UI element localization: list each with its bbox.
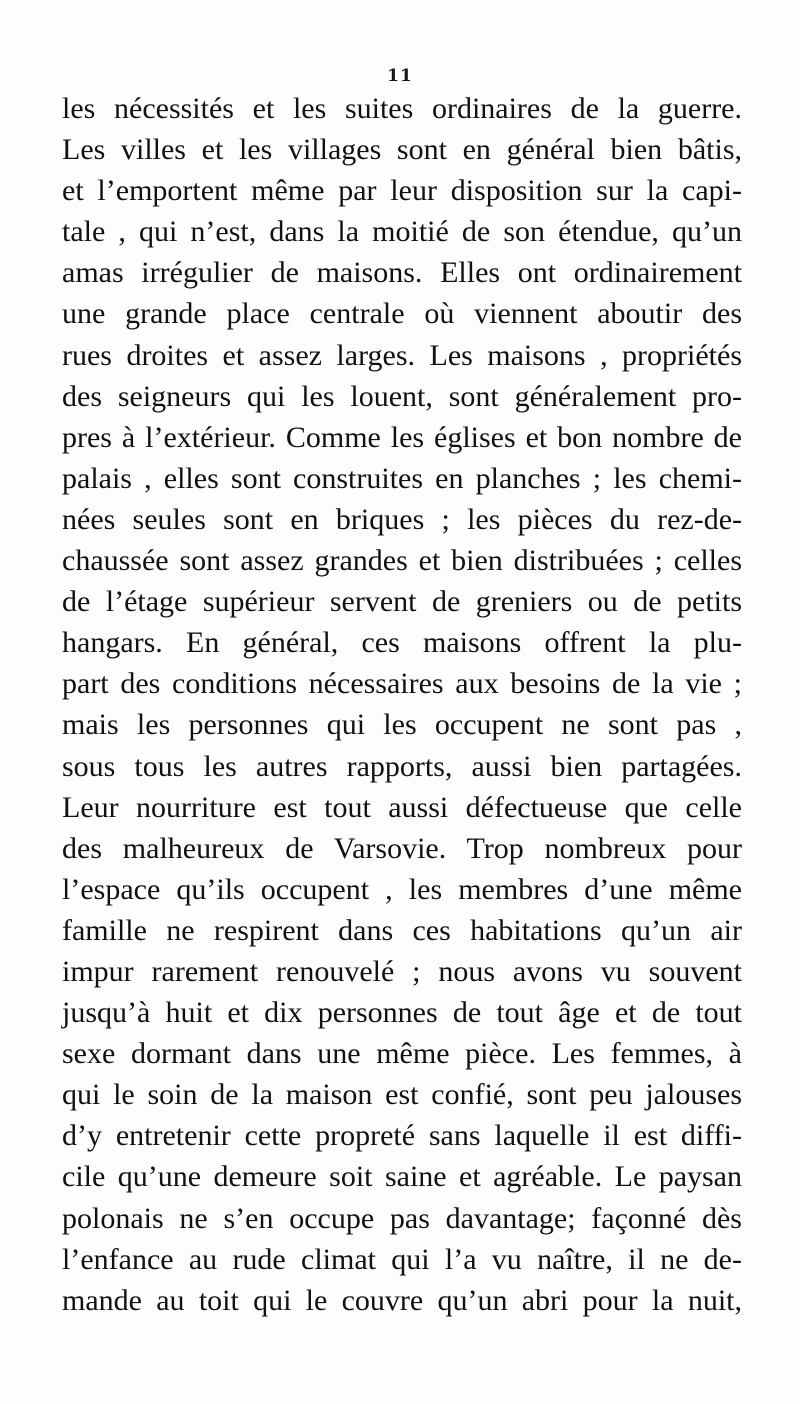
text-line: des seigneurs qui les louent, sont généralement pro- bbox=[62, 379, 742, 413]
text-line: d’y entretenir cette propreté sans laquelle il est diffi- bbox=[62, 1119, 742, 1153]
text-line: de l’étage supérieur servent de greniers ou de petits bbox=[62, 585, 742, 619]
text-line: palais , elles sont construites en planches ; les chemi- bbox=[62, 461, 742, 495]
text-line: polonais ne s’en occupe pas davantage; façonné dès bbox=[62, 1201, 742, 1235]
text-line: des malheureux de Varsovie. Trop nombreux pour bbox=[62, 831, 742, 865]
text-line: impur rarement renouvelé ; nous avons vu souvent bbox=[62, 954, 742, 988]
text-line: cile qu’une demeure soit saine et agréable. Le paysan bbox=[62, 1160, 742, 1194]
text-line: mande au toit qui le couvre qu’un abri pour la nuit, bbox=[62, 1283, 742, 1317]
text-line: tale , qui n’est, dans la moitié de son étendue, qu’un bbox=[62, 215, 742, 249]
body-text bbox=[62, 88, 742, 1321]
text-line: sous tous les autres rapports, aussi bien partagées. bbox=[62, 749, 742, 783]
text-line: hangars. En général, ces maisons offrent la plu- bbox=[62, 626, 742, 660]
text-line: famille ne respirent dans ces habitations qu’un air bbox=[62, 913, 742, 947]
text-line: sexe dormant dans une même pièce. Les femmes, à bbox=[62, 1037, 742, 1071]
text-line: l’enfance au rude climat qui l’a vu naître, il ne de- bbox=[62, 1242, 742, 1276]
page-number: 11 bbox=[387, 66, 413, 86]
text-line: amas irrégulier de maisons. Elles ont ordinairement bbox=[62, 256, 742, 290]
text-line: part des conditions nécessaires aux besoins de la vie ; bbox=[62, 667, 742, 701]
text-line: mais les personnes qui les occupent ne sont pas , bbox=[62, 708, 742, 742]
text-line: Les villes et les villages sont en général bien bâtis, bbox=[62, 133, 742, 167]
text-line: et l’emportent même par leur disposition sur la capi- bbox=[62, 174, 742, 208]
text-line: l’espace qu’ils occupent , les membres d’une même bbox=[62, 872, 742, 906]
text-line: qui le soin de la maison est confié, sont peu jalouses bbox=[62, 1078, 742, 1112]
text-line: jusqu’à huit et dix personnes de tout âge et de tout bbox=[62, 996, 742, 1030]
text-line: chaussée sont assez grandes et bien distribuées ; celles bbox=[62, 544, 742, 578]
text-line: Leur nourriture est tout aussi défectueuse que celle bbox=[62, 790, 742, 824]
text-line: nées seules sont en briques ; les pièces du rez-de- bbox=[62, 502, 742, 536]
text-line: rues droites et assez larges. Les maisons , propriétés bbox=[62, 338, 742, 372]
text-line: pres à l’extérieur. Comme les églises et bon nombre de bbox=[62, 420, 742, 454]
text-line: les nécessités et les suites ordinaires de la guerre. bbox=[62, 92, 742, 125]
text-line: une grande place centrale où viennent aboutir des bbox=[62, 297, 742, 331]
